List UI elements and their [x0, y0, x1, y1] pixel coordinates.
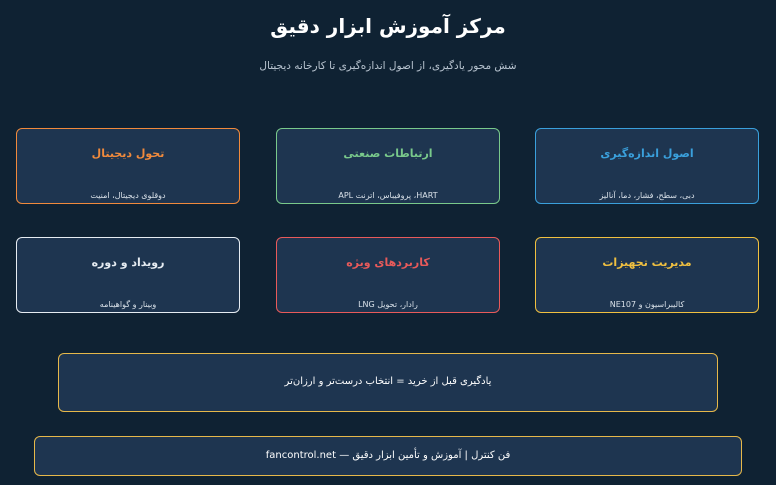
- card-special-applications: [276, 237, 500, 313]
- card-title: اصول اندازه‌گیری: [600, 147, 694, 160]
- card-industrial-communication: [276, 128, 500, 204]
- card-events-courses: [16, 237, 240, 313]
- card-description: دبی، سطح، فشار، دما، آنالیز: [599, 191, 695, 200]
- footer-text: فن کنترل | آموزش و تأمین ابزار دقیق — fancontrol.net: [265, 450, 511, 461]
- card-equipment-management: [535, 237, 759, 313]
- card-description: دوقلوی دیجیتال، امنیت: [90, 191, 166, 200]
- footer-banner: [34, 436, 742, 476]
- card-title: کاربردهای ویژه: [346, 256, 430, 269]
- card-description: وبینار و گواهینامه: [99, 300, 157, 309]
- card-digital-transformation: [16, 128, 240, 204]
- card-title: مدیریت تجهیزات: [602, 256, 692, 269]
- card-title: ارتباطات صنعتی: [343, 147, 433, 160]
- card-description: HART، پروفیباس، اترنت APL: [338, 191, 438, 200]
- main-message-banner: [58, 353, 718, 412]
- card-description: کالیبراسیون و NE107: [609, 300, 685, 309]
- page-title: مرکز آموزش ابزار دقیق: [270, 14, 506, 38]
- card-description: رادار، تحویل LNG: [358, 300, 418, 309]
- main-message-text: یادگیری قبل از خرید = انتخاب درست‌تر و ارزان‌تر: [284, 376, 492, 387]
- card-measurement-fundamentals: [535, 128, 759, 204]
- card-title: تحول دیجیتال: [91, 147, 165, 160]
- page-subtitle: شش محور یادگیری، از اصول اندازه‌گیری تا کارخانه دیجیتال: [259, 60, 517, 72]
- card-title: رویداد و دوره: [91, 256, 165, 269]
